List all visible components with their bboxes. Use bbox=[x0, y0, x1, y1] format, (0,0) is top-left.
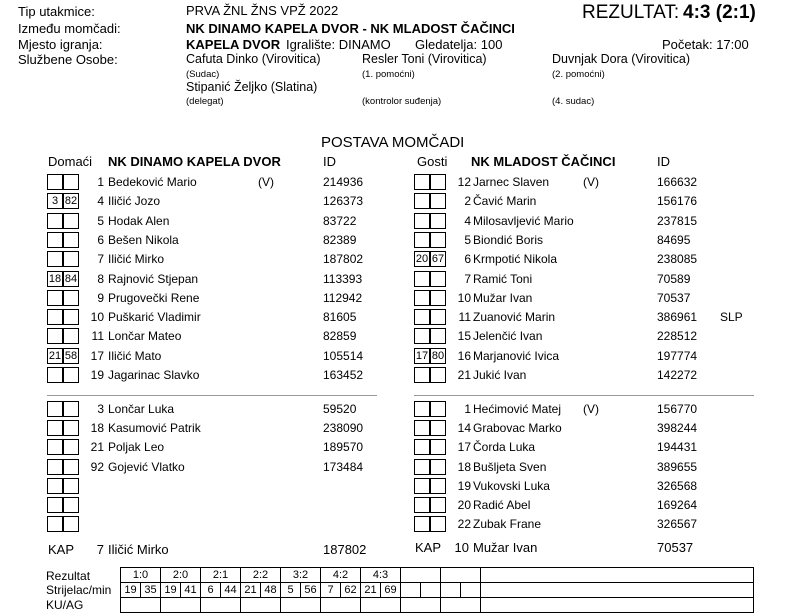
scorer-cell bbox=[481, 583, 754, 598]
sub-in-box bbox=[414, 516, 430, 532]
player-name: Iličić Jozo bbox=[108, 194, 161, 209]
sub-row bbox=[47, 400, 377, 419]
sub-minute-box bbox=[63, 516, 79, 532]
sub-minute-box bbox=[430, 420, 446, 436]
scorer-minute-cell bbox=[421, 583, 441, 598]
player-id: 169264 bbox=[657, 498, 698, 512]
sub-minute-box bbox=[430, 401, 446, 417]
scorer-minute-cell: 56 bbox=[301, 583, 321, 598]
strijelac-row-label: Strijelac/min bbox=[46, 583, 112, 597]
player-row bbox=[47, 347, 377, 366]
player-name: Grabovac Marko bbox=[473, 421, 562, 436]
player-id: 142272 bbox=[657, 368, 698, 382]
kuag-cell bbox=[161, 598, 201, 613]
player-name: Prugovečki Rene bbox=[108, 290, 200, 305]
player-name: Iličić Mato bbox=[108, 348, 162, 363]
player-id: 112942 bbox=[323, 290, 363, 305]
sub-in-box bbox=[414, 271, 430, 287]
official-role: (Sudac) bbox=[186, 69, 220, 80]
sub-row bbox=[47, 419, 377, 438]
score-cell: 2:1 bbox=[201, 568, 241, 583]
sub-minute-box bbox=[63, 420, 79, 436]
sub-in-box bbox=[414, 439, 430, 455]
away-id-header: ID bbox=[657, 154, 670, 169]
player-name: Bedeković Mario bbox=[108, 175, 197, 189]
scorer-number-cell: 21 bbox=[241, 583, 261, 598]
scorer-minute-cell: 62 bbox=[341, 583, 361, 598]
sub-row bbox=[47, 458, 377, 477]
player-number: 7 bbox=[97, 252, 104, 267]
sub-in-box bbox=[414, 309, 430, 325]
sub-in-box bbox=[47, 328, 63, 344]
score-cell: 2:2 bbox=[241, 568, 281, 583]
player-row bbox=[47, 289, 377, 308]
sub-minute-box bbox=[430, 439, 446, 455]
player-name: Mužar Ivan bbox=[473, 290, 533, 305]
sub-in-box bbox=[47, 251, 63, 267]
sub-in-box bbox=[414, 213, 430, 229]
player-number: 21 bbox=[90, 440, 104, 455]
scorer-minute-cell: 69 bbox=[381, 583, 401, 598]
player-name: Čorda Luka bbox=[473, 440, 536, 455]
player-id: 59520 bbox=[323, 402, 357, 416]
player-id: 163452 bbox=[323, 368, 364, 382]
divider bbox=[414, 395, 754, 396]
sub-row bbox=[414, 419, 759, 438]
sub-in-box bbox=[47, 290, 63, 306]
score-cell: 3:2 bbox=[281, 568, 321, 583]
player-name: Rajnović Stjepan bbox=[108, 271, 199, 286]
mjesto-label: Mjesto igranja: bbox=[18, 37, 103, 52]
player-number: 20 bbox=[457, 498, 471, 512]
player-name: Marjanović Ivica bbox=[473, 348, 560, 363]
scorer-minute-cell bbox=[461, 583, 481, 598]
player-id: 197774 bbox=[657, 348, 698, 363]
player-id: 238085 bbox=[657, 252, 698, 267]
player-number: 1 bbox=[97, 175, 104, 189]
player-id: 398244 bbox=[657, 421, 698, 436]
player-id: 228512 bbox=[657, 329, 698, 344]
player-note: (V) bbox=[583, 175, 599, 189]
sub-minute-box bbox=[63, 232, 79, 248]
igraliste: Igralište: DINAMO bbox=[286, 37, 391, 52]
player-number: 15 bbox=[457, 329, 471, 344]
player-number: 11 bbox=[458, 310, 471, 325]
player-name: Zuanović Marin bbox=[473, 310, 556, 325]
player-note: (V) bbox=[583, 402, 599, 416]
sub-minute-box bbox=[63, 367, 79, 383]
player-id: 173484 bbox=[323, 459, 364, 474]
player-number: 10 bbox=[457, 290, 471, 305]
player-row bbox=[47, 327, 377, 346]
sub-row bbox=[414, 458, 759, 477]
score-cell: 1:0 bbox=[121, 568, 161, 583]
away-kap-id: 70537 bbox=[657, 540, 694, 555]
player-name: Milosavljević Mario bbox=[473, 213, 574, 228]
player-id: 326568 bbox=[657, 478, 698, 493]
player-name: Hećimović Matej bbox=[473, 402, 562, 416]
sluzbene-label: Službene Osobe: bbox=[18, 52, 118, 67]
sub-in-box bbox=[414, 232, 430, 248]
player-number: 17 bbox=[90, 348, 104, 363]
player-id: 326567 bbox=[657, 517, 698, 532]
kuag-cell bbox=[201, 598, 241, 613]
sub-minute-box bbox=[63, 213, 79, 229]
scorer-number-cell: 19 bbox=[161, 583, 181, 598]
official-role: (kontrolor suđenja) bbox=[362, 96, 442, 107]
sub-in-box: 21 bbox=[48, 349, 62, 362]
kuag-cell bbox=[121, 598, 161, 613]
player-number: 10 bbox=[90, 310, 104, 325]
player-number: 21 bbox=[457, 368, 471, 382]
home-kap-num: 7 bbox=[96, 542, 104, 557]
sub-in-box bbox=[414, 497, 430, 513]
player-row bbox=[47, 231, 377, 250]
sub-in-box bbox=[47, 213, 63, 229]
player-number: 8 bbox=[97, 271, 104, 286]
sub-minute-box bbox=[430, 478, 446, 494]
score-cell bbox=[481, 568, 754, 583]
score-cell: 4:3 bbox=[361, 568, 401, 583]
sub-minute-box: 67 bbox=[431, 253, 445, 266]
player-number: 6 bbox=[464, 252, 471, 267]
sub-minute-box bbox=[430, 309, 446, 325]
scorer-number-cell: 6 bbox=[201, 583, 221, 598]
home-kap-label: KAP bbox=[48, 542, 75, 557]
player-name: Jelenčić Ivan bbox=[473, 329, 543, 344]
sub-in-box bbox=[47, 174, 63, 190]
sub-minute-box bbox=[63, 439, 79, 455]
player-number: 18 bbox=[457, 459, 471, 474]
player-id: 189570 bbox=[323, 440, 364, 455]
home-kap-name: Iličić Mirko bbox=[108, 542, 169, 557]
sub-in-box bbox=[414, 459, 430, 475]
postava-title: POSTAVA MOMČADI bbox=[321, 134, 465, 151]
kuag-cell bbox=[281, 598, 321, 613]
sub-row bbox=[414, 438, 759, 457]
away-kap-name: Mužar Ivan bbox=[473, 540, 538, 555]
player-row bbox=[414, 327, 759, 346]
scorer-minute-cell: 44 bbox=[221, 583, 241, 598]
player-name: Lončar Mateo bbox=[108, 329, 182, 344]
tip-utakmice-label: Tip utakmice: bbox=[18, 4, 95, 19]
sub-minute-box bbox=[430, 516, 446, 532]
player-name: Jukić Ivan bbox=[473, 368, 527, 382]
kuag-row-label: KU/AG bbox=[46, 598, 84, 612]
sub-in-box bbox=[47, 516, 63, 532]
sub-minute-box bbox=[63, 309, 79, 325]
player-id: 126373 bbox=[323, 194, 364, 209]
player-number: 4 bbox=[464, 213, 471, 228]
sub-in-box bbox=[414, 193, 430, 209]
sub-in-box: 17 bbox=[415, 349, 429, 362]
player-name: Lončar Luka bbox=[108, 402, 175, 416]
player-id: 82389 bbox=[323, 232, 357, 247]
player-number: 2 bbox=[464, 194, 471, 209]
player-row bbox=[47, 173, 377, 192]
sub-minute-box bbox=[63, 290, 79, 306]
player-number: 11 bbox=[91, 329, 104, 344]
sub-in-box bbox=[414, 401, 430, 417]
player-row bbox=[414, 250, 759, 269]
player-number: 3 bbox=[97, 402, 104, 416]
player-row bbox=[47, 308, 377, 327]
player-name: Biondić Boris bbox=[473, 232, 544, 247]
sub-in-box bbox=[47, 232, 63, 248]
player-id: 214936 bbox=[323, 175, 364, 189]
score-cell bbox=[401, 568, 441, 583]
scorer-minute-cell: 35 bbox=[141, 583, 161, 598]
player-id: 389655 bbox=[657, 459, 698, 474]
divider bbox=[47, 395, 377, 396]
scorer-number-cell bbox=[401, 583, 421, 598]
sub-row bbox=[414, 477, 759, 496]
sub-minute-box: 58 bbox=[64, 349, 78, 362]
player-name: Zubak Frane bbox=[473, 517, 542, 532]
sub-minute-box bbox=[430, 290, 446, 306]
sub-minute-box bbox=[430, 328, 446, 344]
kuag-cell bbox=[481, 598, 754, 613]
kuag-cell bbox=[441, 598, 481, 613]
sub-in-box: 18 bbox=[48, 272, 62, 285]
sub-in-box bbox=[414, 367, 430, 383]
kuag-cell bbox=[361, 598, 401, 613]
player-number: 9 bbox=[97, 290, 104, 305]
player-id: 70537 bbox=[657, 290, 691, 305]
sub-in-box bbox=[47, 420, 63, 436]
player-name: Jagarinac Slavko bbox=[108, 368, 200, 382]
player-row bbox=[414, 366, 759, 385]
home-team-name: NK DINAMO KAPELA DVOR bbox=[108, 154, 281, 169]
player-number: 22 bbox=[457, 517, 471, 532]
sub-minute-box bbox=[430, 459, 446, 475]
player-number: 92 bbox=[90, 459, 104, 474]
player-row bbox=[47, 250, 377, 269]
player-id: 386961 bbox=[657, 310, 698, 325]
away-kap-num: 10 bbox=[454, 540, 469, 555]
player-number: 7 bbox=[464, 271, 471, 286]
sub-minute-box bbox=[63, 328, 79, 344]
score-cell: 2:0 bbox=[161, 568, 201, 583]
sub-in-box bbox=[414, 174, 430, 190]
scorer-number-cell: 21 bbox=[361, 583, 381, 598]
sub-row bbox=[47, 515, 377, 534]
player-id: 82859 bbox=[323, 329, 357, 344]
player-id: 238090 bbox=[323, 421, 364, 436]
sub-minute-box bbox=[63, 251, 79, 267]
player-id: 156770 bbox=[657, 402, 698, 416]
player-name: Iličić Mirko bbox=[108, 252, 164, 267]
player-name: Poljak Leo bbox=[108, 440, 165, 455]
sub-row bbox=[47, 438, 377, 457]
official-name: Resler Toni (Virovitica) bbox=[362, 52, 487, 66]
kuag-cell bbox=[401, 598, 441, 613]
scorer-number-cell: 19 bbox=[121, 583, 141, 598]
player-row bbox=[47, 212, 377, 231]
sub-in-box bbox=[47, 478, 63, 494]
izmedu-label: Između momčadi: bbox=[18, 21, 121, 36]
sub-in-box bbox=[414, 478, 430, 494]
sub-minute-box bbox=[430, 213, 446, 229]
kuag-cell bbox=[241, 598, 281, 613]
sub-in-box bbox=[47, 401, 63, 417]
player-name: Puškarić Vladimir bbox=[108, 310, 201, 325]
player-row bbox=[47, 366, 377, 385]
sub-in-box bbox=[47, 309, 63, 325]
pocetak: Početak: 17:00 bbox=[662, 37, 749, 52]
player-row bbox=[414, 231, 759, 250]
player-row bbox=[414, 192, 759, 211]
player-id: 84695 bbox=[657, 232, 691, 247]
sub-in-box bbox=[47, 497, 63, 513]
sub-in-box bbox=[414, 420, 430, 436]
player-row bbox=[414, 308, 759, 327]
sub-minute-box bbox=[430, 193, 446, 209]
teams-value: NK DINAMO KAPELA DVOR - NK MLADOST ČAČINCI bbox=[186, 21, 515, 36]
mjesto-value: KAPELA DVOR bbox=[186, 37, 281, 52]
player-id: 70589 bbox=[657, 271, 691, 286]
player-name: Hodak Alen bbox=[108, 213, 170, 228]
player-row bbox=[414, 270, 759, 289]
player-name: Bušljeta Sven bbox=[473, 459, 547, 474]
sub-in-box: 20 bbox=[415, 253, 429, 266]
player-id: 83722 bbox=[323, 213, 357, 228]
gledatelja: Gledatelja: 100 bbox=[415, 37, 503, 52]
player-name: Krmpotić Nikola bbox=[473, 252, 558, 267]
player-row bbox=[414, 347, 759, 366]
sub-minute-box bbox=[63, 478, 79, 494]
scorer-number-cell: 5 bbox=[281, 583, 301, 598]
sub-in-box: 3 bbox=[47, 193, 63, 209]
official-role: (delegat) bbox=[186, 96, 224, 107]
player-name: Vukovski Luka bbox=[473, 478, 550, 493]
player-number: 6 bbox=[97, 232, 104, 247]
sub-minute-box bbox=[63, 459, 79, 475]
home-kap-id: 187802 bbox=[323, 542, 367, 557]
away-team-name: NK MLADOST ČAČINCI bbox=[471, 154, 616, 169]
player-number: 19 bbox=[90, 368, 104, 382]
sub-in-box bbox=[47, 367, 63, 383]
away-side-label: Gosti bbox=[417, 154, 448, 169]
sub-row bbox=[414, 515, 759, 534]
player-name: Gojević Vlatko bbox=[108, 459, 185, 474]
sub-minute-box bbox=[63, 401, 79, 417]
player-name: Radić Abel bbox=[473, 498, 531, 512]
player-row bbox=[414, 289, 759, 308]
player-id: 237815 bbox=[657, 213, 698, 228]
scorer-minute-cell: 48 bbox=[261, 583, 281, 598]
player-number: 17 bbox=[457, 440, 471, 455]
score-table bbox=[120, 567, 754, 613]
sub-minute-box bbox=[63, 174, 79, 190]
player-number: 4 bbox=[97, 194, 104, 209]
sub-in-box bbox=[414, 290, 430, 306]
player-name: Kasumović Patrik bbox=[108, 421, 201, 436]
rezultat-label: REZULTAT: bbox=[582, 2, 680, 23]
player-extra: SLP bbox=[720, 310, 743, 325]
player-note: (V) bbox=[258, 175, 274, 189]
sub-minute-box bbox=[430, 232, 446, 248]
sub-minute-box: 84 bbox=[64, 272, 78, 285]
kuag-cell bbox=[321, 598, 361, 613]
sub-minute-box: 82 bbox=[64, 195, 78, 208]
official-name: Duvnjak Dora (Virovitica) bbox=[552, 52, 691, 66]
player-row bbox=[47, 270, 377, 289]
official-name: Stipanić Željko (Slatina) bbox=[186, 80, 318, 94]
player-id: 156176 bbox=[657, 194, 698, 209]
player-name: Ramić Toni bbox=[473, 271, 533, 286]
scorer-minute-cell: 41 bbox=[181, 583, 201, 598]
player-row bbox=[414, 173, 759, 192]
sub-row bbox=[414, 400, 759, 419]
player-id: 113393 bbox=[323, 271, 363, 286]
rezultat-row-label: Rezultat bbox=[46, 569, 91, 583]
home-side-label: Domaći bbox=[48, 154, 93, 169]
player-number: 19 bbox=[457, 478, 471, 493]
scorer-number-cell: 7 bbox=[321, 583, 341, 598]
rezultat-value: 4:3 (2:1) bbox=[683, 2, 756, 23]
official-role: (1. pomoćni) bbox=[362, 69, 415, 80]
player-number: 1 bbox=[464, 402, 471, 416]
player-name: Čavić Marin bbox=[473, 194, 537, 209]
player-number: 14 bbox=[457, 421, 471, 436]
score-cell: 4:2 bbox=[321, 568, 361, 583]
sub-row bbox=[47, 477, 377, 496]
sub-in-box bbox=[47, 459, 63, 475]
player-number: 18 bbox=[90, 421, 104, 436]
player-row bbox=[47, 192, 377, 211]
player-id: 187802 bbox=[323, 252, 364, 267]
sub-in-box bbox=[414, 328, 430, 344]
player-id: 166632 bbox=[657, 175, 698, 189]
sub-in-box bbox=[47, 439, 63, 455]
sub-minute-box bbox=[430, 497, 446, 513]
official-role: (2. pomoćni) bbox=[552, 69, 605, 80]
sub-row bbox=[414, 496, 759, 515]
player-id: 194431 bbox=[657, 440, 698, 455]
player-id: 81605 bbox=[323, 310, 357, 325]
score-cell bbox=[441, 568, 481, 583]
sub-minute-box bbox=[63, 497, 79, 513]
sub-minute-box: 80 bbox=[431, 349, 445, 362]
official-name: Cafuta Dinko (Virovitica) bbox=[186, 52, 321, 66]
sub-row bbox=[47, 496, 377, 515]
player-name: Jarnec Slaven bbox=[473, 175, 550, 189]
player-number: 12 bbox=[457, 175, 471, 189]
player-id: 105514 bbox=[323, 348, 364, 363]
tip-utakmice-value: PRVA ŽNL ŽNS VPŽ 2022 bbox=[186, 3, 339, 18]
scorer-number-cell bbox=[441, 583, 461, 598]
home-id-header: ID bbox=[323, 154, 336, 169]
player-row bbox=[414, 212, 759, 231]
player-number: 5 bbox=[97, 213, 104, 228]
player-name: Bešen Nikola bbox=[108, 232, 179, 247]
official-role: (4. sudac) bbox=[552, 96, 595, 107]
sub-minute-box bbox=[430, 271, 446, 287]
sub-minute-box bbox=[430, 174, 446, 190]
away-kap-label: KAP bbox=[415, 540, 442, 555]
player-number: 16 bbox=[457, 348, 471, 363]
player-number: 5 bbox=[464, 232, 471, 247]
sub-minute-box bbox=[430, 367, 446, 383]
